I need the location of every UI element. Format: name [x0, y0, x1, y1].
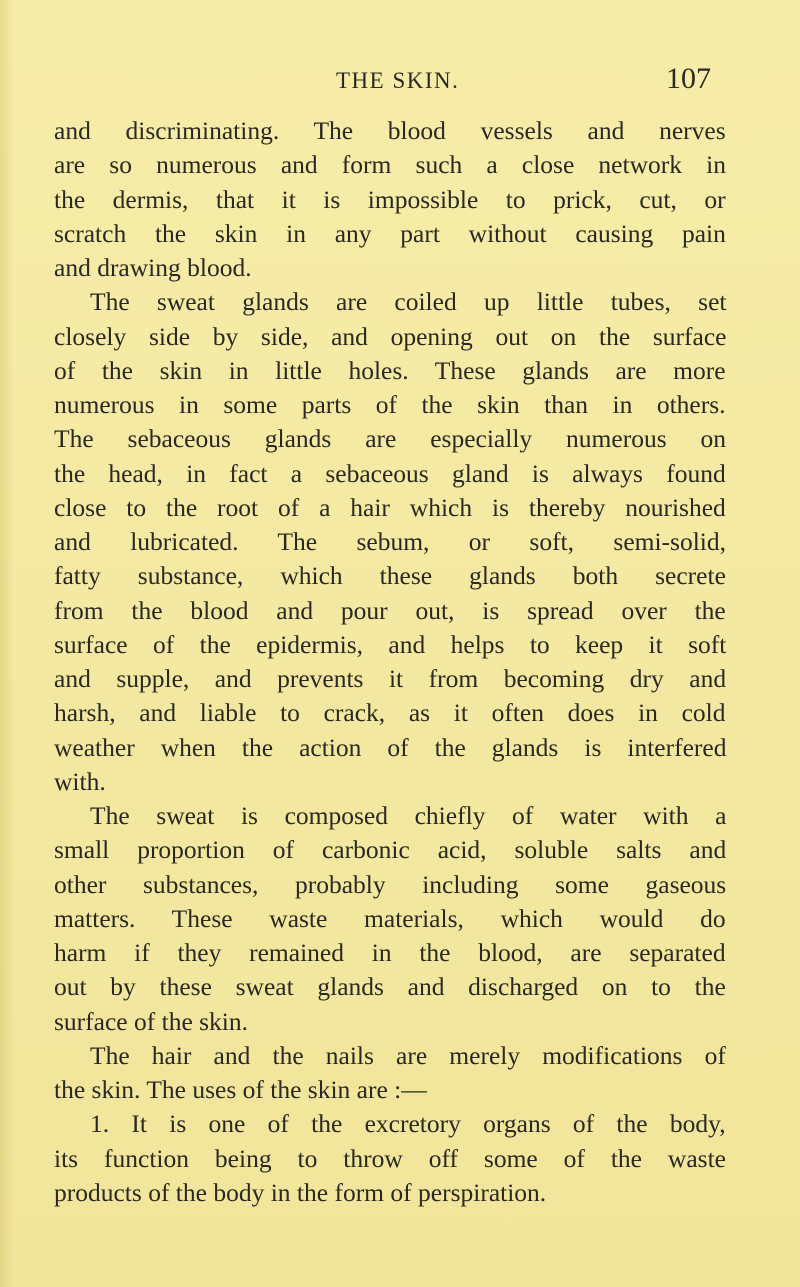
body-text — [54, 114, 726, 1210]
text-line: of the skin in little holes. These glands are more — [54, 355, 726, 385]
text-line: the skin. The uses of the skin are :— — [54, 1075, 427, 1104]
text-line: closely side by side, and opening out on the surface — [54, 321, 727, 351]
text-line: from the blood and pour out, is spread over the — [54, 595, 726, 625]
paragraph-start-line: The sweat glands are coiled up little tubes, set — [90, 287, 727, 317]
page-number: 107 — [666, 62, 711, 95]
text-line: out by these sweat glands and discharged on to the — [54, 972, 726, 1002]
text-line: matters. These waste materials, which would do — [54, 903, 726, 933]
text-line: with. — [54, 766, 106, 796]
text-line: the dermis, that it is impossible to prick, cut, or — [54, 184, 726, 214]
text-line: its function being to throw off some of the waste — [54, 1143, 726, 1173]
text-line: surface of the epidermis, and helps to keep it soft — [54, 629, 727, 659]
text-line: and discriminating. The blood vessels and nerves — [54, 116, 726, 145]
text-line: surface of the skin. — [54, 1006, 249, 1036]
paragraph-start-line: The sweat is composed chiefly of water with a — [90, 801, 727, 830]
text-line: fatty substance, which these glands both secrete — [54, 561, 726, 591]
text-line: and drawing blood. — [54, 253, 252, 282]
text-line: scratch the skin in any part without causing pain — [54, 218, 726, 248]
text-line: other substances, probably including some gaseous — [54, 869, 727, 899]
text-line: and supple, and prevents it from becoming dry and — [54, 664, 727, 693]
text-line: products of the body in the form of perspiration. — [54, 1177, 547, 1207]
paragraph-start-line: 1. It is one of the excretory organs of the body, — [90, 1109, 726, 1139]
text-line: harsh, and liable to crack, as it often does in cold — [54, 698, 726, 728]
chapter-title: THE SKIN. — [336, 68, 460, 93]
text-line: The sebaceous glands are especially numerous on — [54, 424, 726, 454]
text-line: the head, in fact a sebaceous gland is always found — [54, 458, 726, 488]
text-line: close to the root of a hair which is thereby nourished — [54, 492, 726, 522]
text-line: weather when the action of the glands is interfered — [54, 732, 727, 762]
running-head — [0, 62, 800, 106]
text-line: numerous in some parts of the skin than in others. — [54, 390, 726, 419]
text-line: harm if they remained in the blood, are separated — [54, 938, 726, 967]
text-line: and lubricated. The sebum, or soft, semi-solid, — [54, 527, 727, 556]
paragraph-start-line: The hair and the nails are merely modifications of — [90, 1040, 726, 1070]
text-line: are so numerous and form such a close network in — [54, 150, 726, 180]
text-line: small proportion of carbonic acid, soluble salts and — [54, 835, 727, 865]
